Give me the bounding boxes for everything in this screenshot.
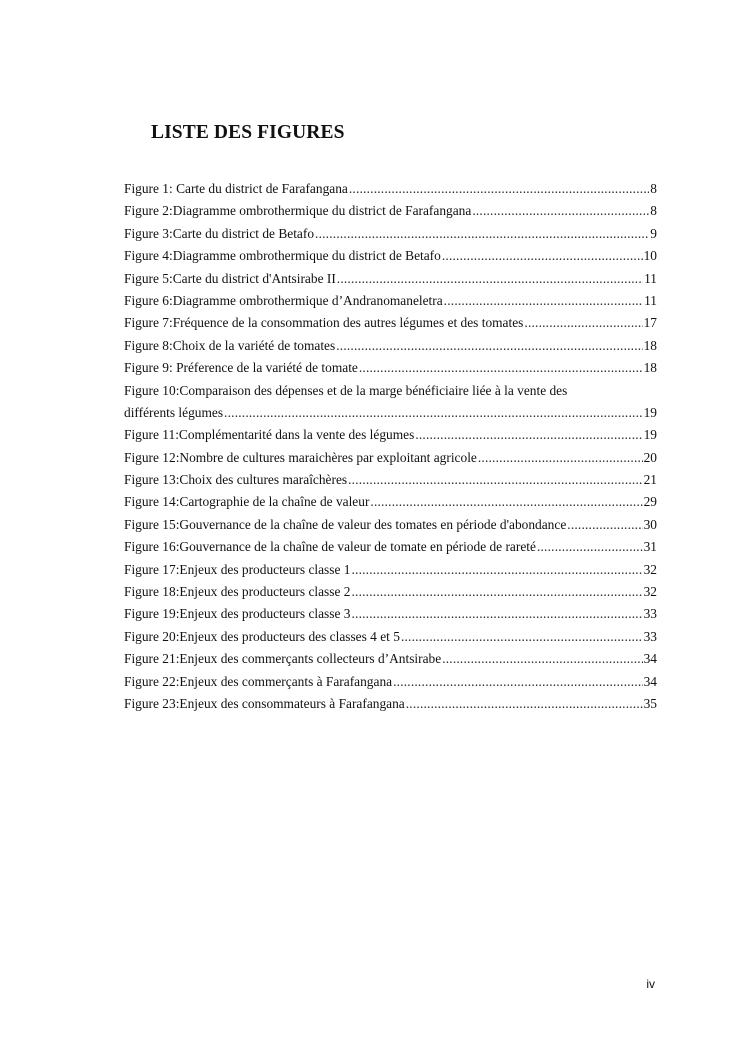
dot-leader xyxy=(567,514,642,536)
toc-entry-page: 11 xyxy=(644,270,657,286)
toc-entry[interactable] xyxy=(124,581,657,603)
toc-entry-label: Figure 18:Enjeux des producteurs classe 2 xyxy=(124,584,351,600)
toc-entry-label: Figure 6:Diagramme ombrothermique d’Andranomaneletra xyxy=(124,292,443,308)
toc-entry-line1[interactable]: Figure 10:Comparaison des dépenses et de la marge bénéficiaire liée à la vente des xyxy=(124,382,568,398)
toc-entry[interactable] xyxy=(124,335,657,357)
page-number: iv xyxy=(646,977,655,991)
dot-leader xyxy=(393,671,643,693)
toc-entry[interactable] xyxy=(124,491,657,513)
dot-leader xyxy=(370,491,642,513)
toc-entry-label: Figure 2:Diagramme ombrothermique du district de Farafangana xyxy=(124,203,472,219)
toc-entry-page: 29 xyxy=(643,494,657,510)
dot-leader xyxy=(224,402,643,424)
dot-leader xyxy=(415,424,642,446)
toc-entry-page: 34 xyxy=(643,651,657,667)
dot-leader xyxy=(444,290,643,312)
dot-leader xyxy=(537,536,643,558)
toc-entry[interactable] xyxy=(124,693,657,715)
toc-entry-page: 18 xyxy=(643,360,657,376)
toc-entry-label: Figure 21:Enjeux des commerçants collecteurs d’Antsirabe xyxy=(124,651,442,667)
toc-entry[interactable] xyxy=(124,312,657,334)
dot-leader xyxy=(359,357,643,379)
toc-entry-page: 10 xyxy=(643,248,657,264)
toc-entry-label: Figure 4:Diagramme ombrothermique du district de Betafo xyxy=(124,248,441,264)
toc-entry[interactable] xyxy=(124,671,657,693)
dot-leader xyxy=(478,447,643,469)
toc-entry-label: Figure 1: Carte du district de Farafangana xyxy=(124,181,348,196)
toc-entry[interactable] xyxy=(124,268,657,290)
toc-entry[interactable] xyxy=(124,603,657,625)
toc-entry-page: 17 xyxy=(643,315,657,331)
toc-entry[interactable] xyxy=(124,424,657,446)
toc-entry-label: Figure 11:Complémentarité dans la vente des légumes xyxy=(124,427,415,443)
toc-entry[interactable] xyxy=(124,357,657,379)
dot-leader xyxy=(401,626,643,648)
toc-entry[interactable] xyxy=(124,245,657,267)
toc-entry-label: Figure 19:Enjeux des producteurs classe 3 xyxy=(124,606,351,622)
toc-entry-page: 9 xyxy=(650,225,657,241)
toc-entry-page: 11 xyxy=(644,292,657,308)
toc-entry-label: Figure 9: Préference de la variété de tomate xyxy=(124,360,358,376)
dot-leader xyxy=(315,223,649,245)
toc-entry[interactable] xyxy=(124,648,657,670)
toc-entry[interactable] xyxy=(124,514,657,536)
toc-entry[interactable] xyxy=(124,559,657,581)
toc-entry[interactable] xyxy=(124,290,657,312)
dot-leader xyxy=(337,268,643,290)
toc-entry-label: Figure 15:Gouvernance de la chaîne de valeur des tomates en période d'abondance xyxy=(124,516,567,532)
figure-list xyxy=(124,178,657,715)
toc-entry[interactable] xyxy=(124,626,657,648)
toc-entry-page: 20 xyxy=(643,449,657,465)
toc-entry-label: Figure 17:Enjeux des producteurs classe 1 xyxy=(124,561,351,577)
toc-entry-page: 32 xyxy=(643,561,657,577)
toc-entry[interactable] xyxy=(124,223,657,245)
toc-entry-label: Figure 5:Carte du district d'Antsirabe II xyxy=(124,270,336,286)
toc-entry-page: 35 xyxy=(643,695,657,711)
toc-entry-label: Figure 20:Enjeux des producteurs des classes 4 et 5 xyxy=(124,628,400,644)
toc-entry-page: 33 xyxy=(643,606,657,622)
dot-leader xyxy=(348,469,642,491)
toc-entry[interactable] xyxy=(124,200,657,222)
dot-leader xyxy=(351,581,642,603)
toc-entry-label: différents légumes xyxy=(124,404,224,420)
toc-entry-label: Figure 8:Choix de la variété de tomates xyxy=(124,337,336,353)
toc-entry-label: Figure 3:Carte du district de Betafo xyxy=(124,225,315,241)
dot-leader xyxy=(351,603,642,625)
page-title: LISTE DES FIGURES xyxy=(151,122,345,143)
toc-entry-page: 31 xyxy=(643,539,657,555)
toc-entry-page: 33 xyxy=(643,628,657,644)
toc-entry[interactable] xyxy=(124,447,657,469)
toc-entry[interactable] xyxy=(124,469,657,491)
toc-entry-page: 19 xyxy=(643,427,657,443)
toc-entry-label: Figure 7:Fréquence de la consommation des autres légumes et des tomates xyxy=(124,315,524,331)
toc-entry[interactable] xyxy=(124,178,657,200)
toc-entry-page: 18 xyxy=(643,337,657,353)
toc-entry[interactable] xyxy=(124,402,657,424)
dot-leader xyxy=(442,245,643,267)
dot-leader xyxy=(406,693,643,715)
toc-entry-label: Figure 12:Nombre de cultures maraichères par exploitant agricole xyxy=(124,449,477,465)
toc-entry[interactable] xyxy=(124,536,657,558)
toc-entry-label: Figure 13:Choix des cultures maraîchères xyxy=(124,472,348,488)
toc-entry-page: 8 xyxy=(650,203,657,219)
dot-leader xyxy=(524,312,642,334)
dot-leader xyxy=(336,335,642,357)
toc-entry-label: Figure 14:Cartographie de la chaîne de valeur xyxy=(124,494,370,510)
toc-entry-page: 34 xyxy=(643,673,657,689)
toc-entry-page: 21 xyxy=(643,472,657,488)
toc-entry-page: 19 xyxy=(643,404,657,420)
dot-leader xyxy=(349,178,649,200)
toc-entry-page: 30 xyxy=(643,516,657,532)
toc-entry-label: Figure 23:Enjeux des consommateurs à Farafangana xyxy=(124,695,405,711)
toc-entry-page: 8 xyxy=(650,181,657,196)
dot-leader xyxy=(351,559,642,581)
toc-entry-label: Figure 22:Enjeux des commerçants à Farafangana xyxy=(124,673,393,689)
toc-entry-label: Figure 16:Gouvernance de la chaîne de valeur de tomate en période de rareté xyxy=(124,539,536,555)
toc-entry-page: 32 xyxy=(643,584,657,600)
dot-leader xyxy=(472,200,649,222)
dot-leader xyxy=(442,648,642,670)
